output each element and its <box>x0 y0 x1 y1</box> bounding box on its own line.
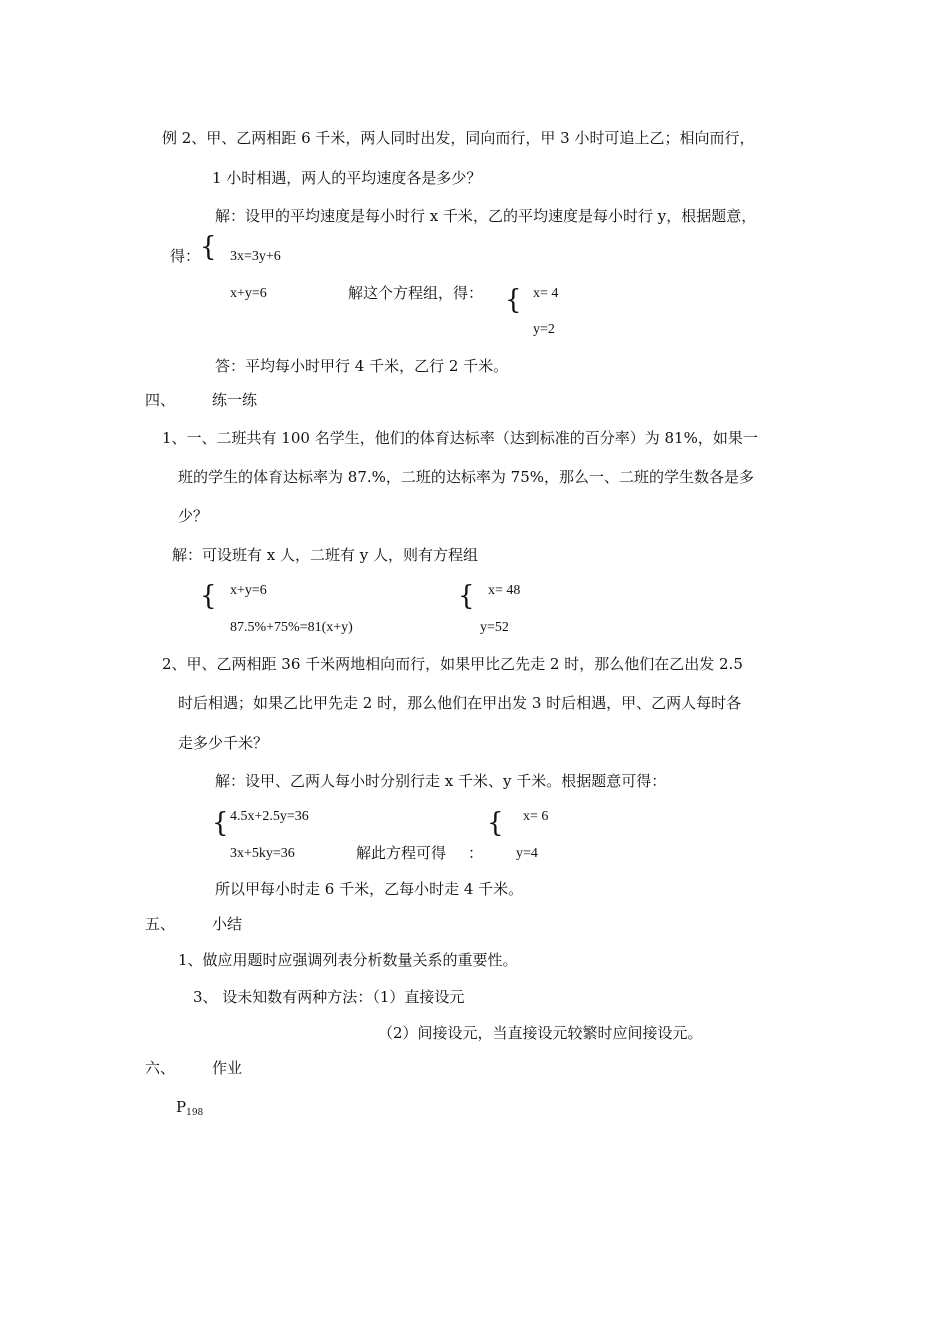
section-5-number: 五、 <box>145 915 176 933</box>
section-4-number: 四、 <box>145 391 176 409</box>
summary-item-2: 3、 设未知数有两种方法：（1）直接设元 <box>193 988 465 1006</box>
problem-1-equation-1: x+y=6 <box>230 583 267 598</box>
example-2-answer: 答：平均每小时甲行 4 千米，乙行 2 千米。 <box>215 357 509 375</box>
example-2-equation-2: x+y=6 <box>230 286 267 301</box>
example-2-get-label: 得： <box>170 247 201 265</box>
problem-1-equation-2: 87.5%+75%=81(x+y) <box>230 620 353 635</box>
problem-2-conclusion: 所以甲每小时走 6 千米，乙每小时走 4 千米。 <box>215 880 524 898</box>
example-2-solve-text: 解这个方程组，得： <box>348 284 484 302</box>
summary-item-2-continued: （2）间接设元，当直接设元较繁时应间接设元。 <box>378 1024 703 1042</box>
problem-2-solve-text: 解此方程可得 <box>356 844 447 862</box>
problem-2-colon: ： <box>468 844 484 862</box>
problem-1-solution: 解：可设班有 x 人，二班有 y 人，则有方程组 <box>172 546 479 564</box>
homework-page-number: 198 <box>186 1108 204 1118</box>
problem-2-equation-2: 3x+5ky=36 <box>230 846 295 861</box>
homework-reference <box>176 1097 203 1123</box>
problem-2-line-3: 走多少千米？ <box>178 734 269 752</box>
section-4-title: 练一练 <box>212 391 258 409</box>
section-5-title: 小结 <box>212 915 243 933</box>
problem-1-line-2: 班的学生的体育达标率为 87.%，二班的达标率为 75%，那么一、二班的学生数各是多 <box>178 468 754 486</box>
problem-2-line-2: 时后相遇；如果乙比甲先走 2 时，那么他们在甲出发 3 时后相遇，甲、乙两人每时各 <box>178 694 742 712</box>
answer-brace: { <box>458 580 475 612</box>
problem-2-equation-1: 4.5x+2.5y=36 <box>230 809 309 824</box>
equation-brace: { <box>200 231 217 263</box>
problem-2-answer-y: y=4 <box>516 846 538 861</box>
equation-brace: { <box>212 807 229 839</box>
example-2-line-1: 例 2、甲、乙两相距 6 千米，两人同时出发，同向而行，甲 3 小时可追上乙；相向而行， <box>162 129 755 147</box>
homework-letter: P <box>176 1098 187 1116</box>
problem-2-solution: 解：设甲、乙两人每小时分别行走 x 千米、y 千米。根据题意可得： <box>215 772 667 790</box>
example-2-line-2: 1 小时相遇，两人的平均速度各是多少？ <box>212 169 482 187</box>
problem-2-answer-x: x= 6 <box>523 809 549 824</box>
problem-1-answer-x: x= 48 <box>488 583 521 598</box>
equation-brace: { <box>200 580 217 612</box>
answer-brace: { <box>487 807 504 839</box>
example-2-equation-1: 3x=3y+6 <box>230 249 281 264</box>
section-6-title: 作业 <box>212 1059 243 1077</box>
problem-1-line-1: 1、一、二班共有 100 名学生，他们的体育达标率（达到标准的百分率）为 81%，如果一 <box>162 429 758 447</box>
example-2-answer-x: x= 4 <box>533 286 559 301</box>
problem-1-line-3: 少？ <box>178 507 209 525</box>
example-2-answer-y: y=2 <box>533 322 555 337</box>
answer-brace: { <box>505 284 522 316</box>
problem-1-answer-y: y=52 <box>480 620 509 635</box>
section-6-number: 六、 <box>145 1059 176 1077</box>
example-2-solution-line: 解：设甲的平均速度是每小时行 x 千米，乙的平均速度是每小时行 y，根据题意， <box>215 207 757 225</box>
problem-2-line-1: 2、甲、乙两相距 36 千米两地相向而行，如果甲比乙先走 2 时，那么他们在乙出发 2.5 <box>162 655 743 673</box>
summary-item-1: 1、做应用题时应强调列表分析数量关系的重要性。 <box>178 951 518 969</box>
